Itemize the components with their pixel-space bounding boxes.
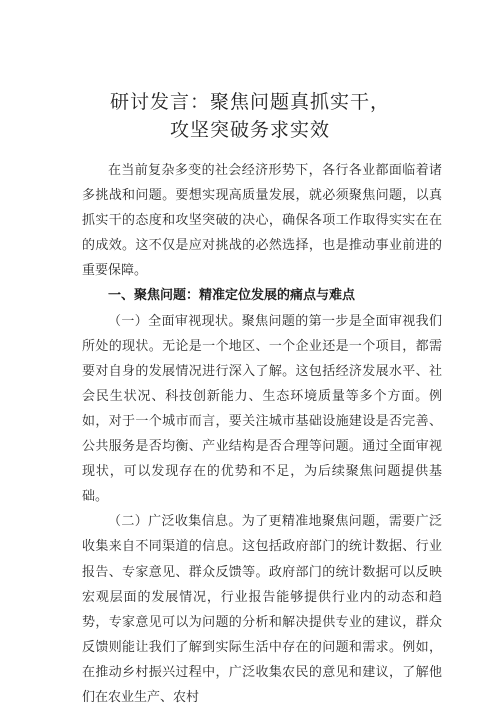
- section-1-heading: 一、聚焦问题：精准定位发展的痛点与难点: [108, 288, 356, 304]
- intro-paragraph: 在当前复杂多变的社会经济形势下，各行各业都面临着诸多挑战和问题。要想实现高质量发展，就必须聚焦问题，以真抓实干的态度和攻坚突破的决心，确保各项工作取得实实在在的成效。这不仅是应对挑战的必然选择，也是推动事业前进的重要保障。: [82, 163, 442, 279]
- document-title-line-2: 攻坚突破务求实效: [169, 119, 330, 141]
- section-1-paragraph-2: （二）广泛收集信息。为了更精准地聚焦问题，需要广泛收集来自不同渠道的信息。这包括政府部门的统计数据、行业报告、专家意见、群众反馈等。政府部门的统计数据可以反映宏观层面的发展情况，行业报告能够提供行业内的动态和趋势，专家意见可以为问题的分析和解决提供专业的建议，群众反馈则能让我们了解到实际生活中存在的问题和需求。例如，在推动乡村振兴过程中，广泛收集农民的意见和建议，了解他们在农业生产、农村: [82, 514, 442, 705]
- document-body: [82, 158, 442, 710]
- document-title-line-1: 研讨发言：聚焦问题真抓实干，: [109, 91, 390, 113]
- section-1-paragraph-1: （一）全面审视现状。聚焦问题的第一步是全面审视我们所处的现状。无论是一个地区、一个企业还是一个项目，都需要对自身的发展情况进行深入了解。这包括经济发展水平、社会民生状况、科技创新能力、生态环境质量等多个方面。例如，对于一个城市而言，要关注城市基础设施建设是否完善、公共服务是否均衡、产业结构是否合理等问题。通过全面审视现状，可以发现存在的优势和不足，为后续聚焦问题提供基础。: [82, 313, 442, 505]
